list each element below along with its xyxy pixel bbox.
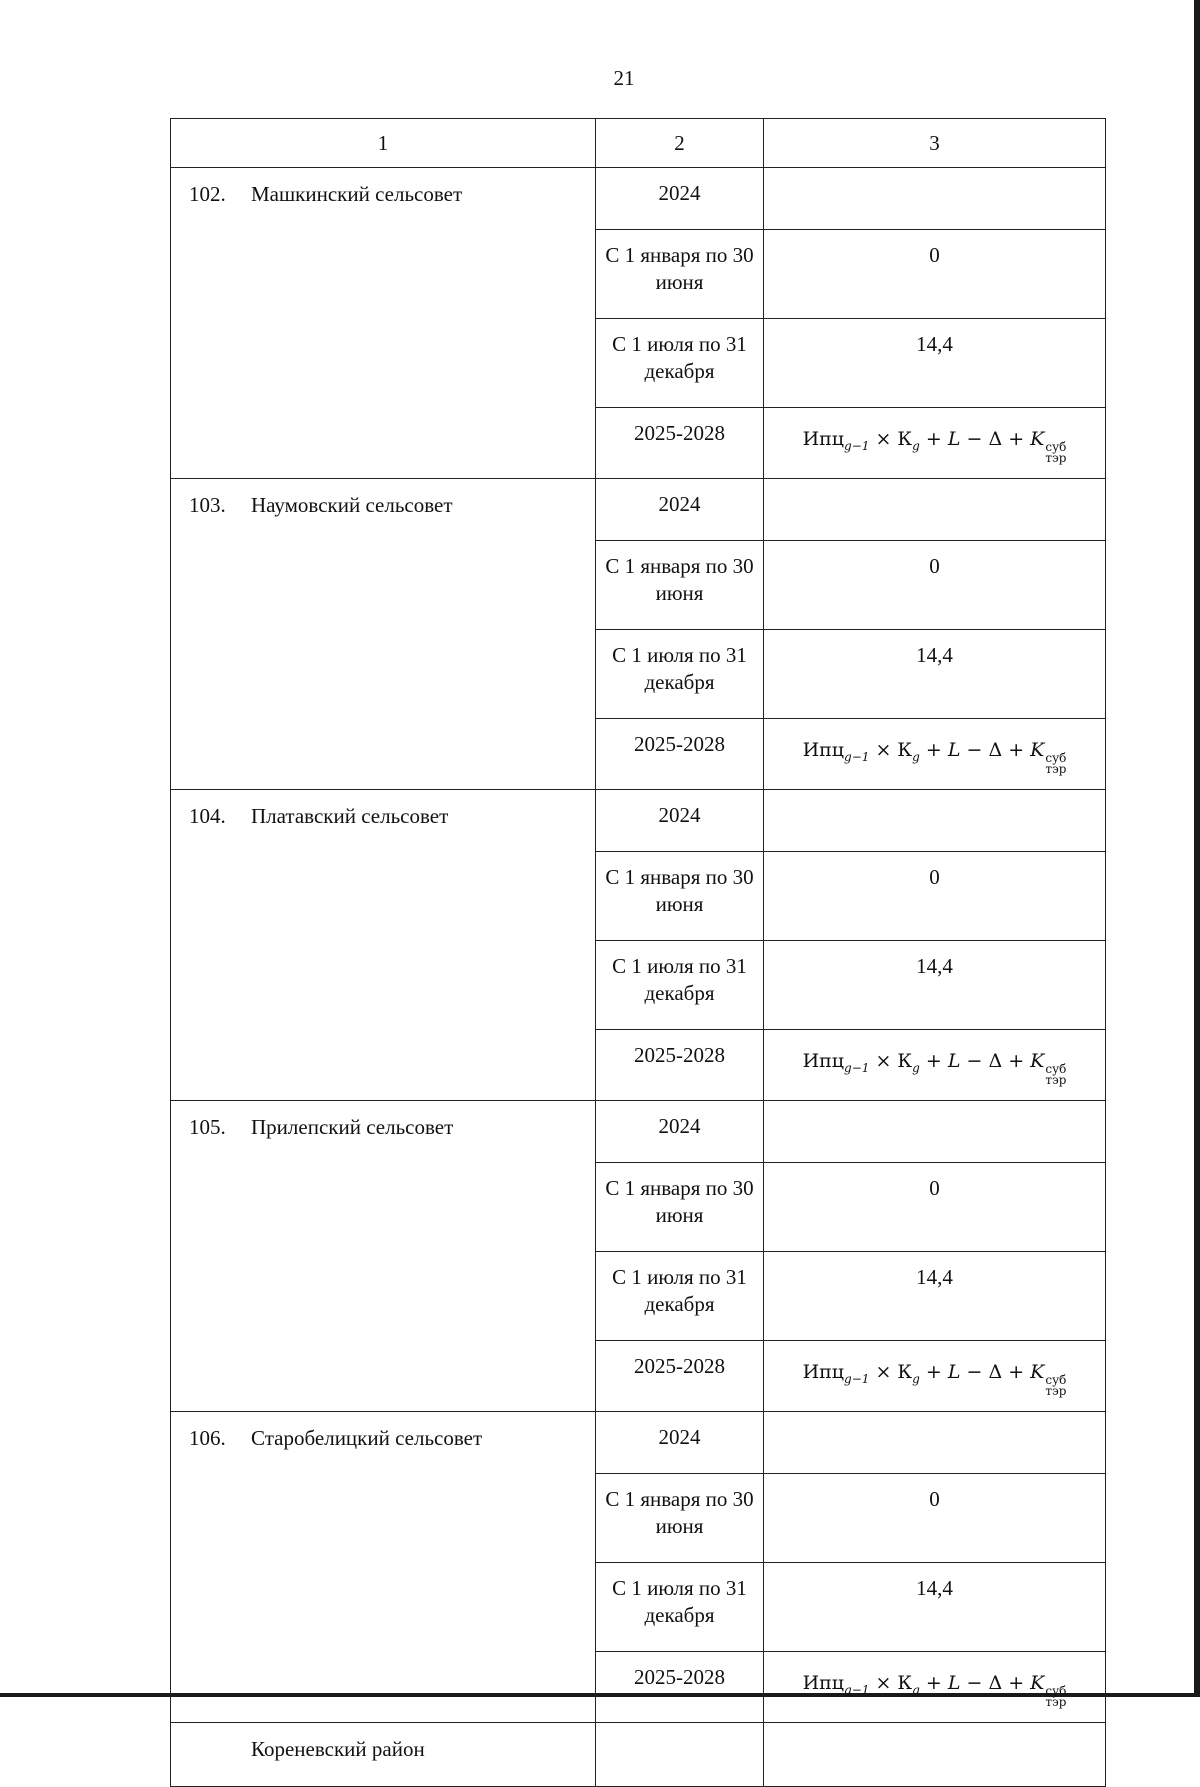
value-cell: 0 xyxy=(764,541,1106,630)
formula-base-subscript: g−1 xyxy=(844,439,870,453)
settlement-name: Старобелицкий сельсовет xyxy=(251,1426,483,1450)
formula-k-subscript: g xyxy=(912,750,920,764)
formula-kter: K xyxy=(1030,1050,1045,1072)
formula xyxy=(803,426,1067,464)
formula-cell xyxy=(764,1341,1106,1412)
formula-plus-2: + xyxy=(1002,1672,1031,1694)
settlement-cell xyxy=(171,1412,596,1723)
formula-l: L xyxy=(947,739,961,761)
period-cell: С 1 января по 30 июня xyxy=(596,541,764,630)
value-cell: 0 xyxy=(764,852,1106,941)
period-cell: 2025-2028 xyxy=(596,1030,764,1101)
formula-minus: − xyxy=(960,1050,989,1072)
scan-edge-right xyxy=(1194,0,1200,1697)
formula-minus: − xyxy=(960,739,989,761)
formula-minus: − xyxy=(960,1672,989,1694)
formula-kter-sup: суб xyxy=(1045,440,1067,454)
table-row xyxy=(171,1101,1106,1163)
formula-cell xyxy=(764,1652,1106,1723)
formula-delta: Δ xyxy=(988,428,1003,450)
formula-cell xyxy=(764,719,1106,790)
period-cell: 2024 xyxy=(596,1412,764,1474)
formula-plus-2: + xyxy=(1002,1050,1031,1072)
table-row xyxy=(171,790,1106,852)
value-cell: 0 xyxy=(764,230,1106,319)
period-cell: 2025-2028 xyxy=(596,408,764,479)
value-cell xyxy=(764,790,1106,852)
formula xyxy=(803,1048,1067,1086)
formula-plus: + xyxy=(919,1050,948,1072)
formula-k-subscript: g xyxy=(912,439,920,453)
period-cell: С 1 января по 30 июня xyxy=(596,1163,764,1252)
empty-cell xyxy=(764,1723,1106,1787)
period-cell: 2025-2028 xyxy=(596,719,764,790)
formula-kter-sup: суб xyxy=(1045,1062,1067,1076)
formula-l: L xyxy=(947,1050,961,1072)
formula-kter-indices xyxy=(1045,442,1066,464)
period-cell: С 1 июля по 31 декабря xyxy=(596,941,764,1030)
formula xyxy=(803,737,1067,775)
district-name: Кореневский район xyxy=(171,1723,596,1787)
formula-kter-indices xyxy=(1045,1686,1066,1708)
page-number: 21 xyxy=(613,66,635,90)
period-cell: 2024 xyxy=(596,790,764,852)
formula-kter-indices xyxy=(1045,1375,1066,1397)
formula-base-subscript: g−1 xyxy=(844,1061,870,1075)
settlement-number: 104. xyxy=(189,804,226,828)
settlement-number: 106. xyxy=(189,1426,226,1450)
period-cell: 2025-2028 xyxy=(596,1652,764,1723)
period-cell: С 1 июля по 31 декабря xyxy=(596,1563,764,1652)
formula-base: Ипц xyxy=(802,739,845,761)
formula-l: L xyxy=(947,1672,961,1694)
settlement-cell xyxy=(171,790,596,1101)
settlement-number: 102. xyxy=(189,182,226,206)
formula-k: К xyxy=(897,1361,913,1383)
value-cell: 0 xyxy=(764,1474,1106,1563)
formula-kter: K xyxy=(1030,428,1045,450)
formula-base-subscript: g−1 xyxy=(844,1372,870,1386)
formula-cell xyxy=(764,408,1106,479)
formula-l: L xyxy=(947,428,961,450)
formula-times: × xyxy=(869,1361,898,1383)
value-cell xyxy=(764,168,1106,230)
period-cell: С 1 июля по 31 декабря xyxy=(596,630,764,719)
formula-times: × xyxy=(869,428,898,450)
formula-l: L xyxy=(947,1361,961,1383)
period-cell: 2025-2028 xyxy=(596,1341,764,1412)
formula-kter-sup: суб xyxy=(1045,751,1067,765)
formula-plus-2: + xyxy=(1002,1361,1031,1383)
formula-k: К xyxy=(897,1672,913,1694)
formula-times: × xyxy=(869,739,898,761)
formula-cell xyxy=(764,1030,1106,1101)
formula-minus: − xyxy=(960,428,989,450)
formula-times: × xyxy=(869,1050,898,1072)
formula xyxy=(803,1359,1067,1397)
formula-plus-2: + xyxy=(1002,739,1031,761)
formula-plus: + xyxy=(919,739,948,761)
formula-k-subscript: g xyxy=(912,1061,920,1075)
settlement-number: 103. xyxy=(189,493,226,517)
value-cell xyxy=(764,1412,1106,1474)
formula-kter-indices xyxy=(1045,1064,1066,1086)
formula-delta: Δ xyxy=(988,1050,1003,1072)
table-row xyxy=(171,1412,1106,1474)
formula-base-subscript: g−1 xyxy=(844,1683,870,1697)
formula-base: Ипц xyxy=(802,1361,845,1383)
formula-kter-sup: суб xyxy=(1045,1684,1067,1698)
settlement-name: Машкинский сельсовет xyxy=(251,182,463,206)
formula-k-subscript: g xyxy=(912,1372,920,1386)
column-header-2: 2 xyxy=(596,119,764,168)
formula-kter-sub: тэр xyxy=(1045,1073,1067,1087)
formula-kter-sup: суб xyxy=(1045,1373,1067,1387)
column-header-3: 3 xyxy=(764,119,1106,168)
formula-kter-indices xyxy=(1045,753,1066,775)
period-cell: С 1 января по 30 июня xyxy=(596,852,764,941)
settlement-name: Прилепский сельсовет xyxy=(251,1115,454,1139)
formula-base: Ипц xyxy=(802,1672,845,1694)
formula-delta: Δ xyxy=(988,1672,1003,1694)
value-cell: 14,4 xyxy=(764,941,1106,1030)
formula-base-subscript: g−1 xyxy=(844,750,870,764)
tariff-table xyxy=(170,118,1106,1787)
period-cell: С 1 января по 30 июня xyxy=(596,1474,764,1563)
value-cell: 14,4 xyxy=(764,1563,1106,1652)
settlement-name: Наумовский сельсовет xyxy=(251,493,453,517)
value-cell xyxy=(764,1101,1106,1163)
value-cell xyxy=(764,479,1106,541)
period-cell: С 1 июля по 31 декабря xyxy=(596,319,764,408)
period-cell: 2024 xyxy=(596,168,764,230)
period-cell: С 1 июля по 31 декабря xyxy=(596,1252,764,1341)
formula-base: Ипц xyxy=(802,1050,845,1072)
formula-k: К xyxy=(897,1050,913,1072)
formula-plus: + xyxy=(919,1361,948,1383)
formula-kter-sub: тэр xyxy=(1045,762,1067,776)
settlement-cell xyxy=(171,479,596,790)
table-body xyxy=(171,119,1106,1787)
formula-k: К xyxy=(897,428,913,450)
settlement-cell xyxy=(171,168,596,479)
district-row xyxy=(171,1723,1106,1787)
formula-k-subscript: g xyxy=(912,1683,920,1697)
formula-delta: Δ xyxy=(988,739,1003,761)
formula-base: Ипц xyxy=(802,428,845,450)
formula-plus: + xyxy=(919,428,948,450)
formula-kter: K xyxy=(1030,1672,1045,1694)
formula-kter-sub: тэр xyxy=(1045,451,1067,465)
settlement-cell xyxy=(171,1101,596,1412)
table-row xyxy=(171,168,1106,230)
period-cell: 2024 xyxy=(596,479,764,541)
settlement-name: Платавский сельсовет xyxy=(251,804,449,828)
formula-kter-sub: тэр xyxy=(1045,1384,1067,1398)
header-row xyxy=(171,119,1106,168)
formula-kter-sub: тэр xyxy=(1045,1695,1067,1709)
formula-minus: − xyxy=(960,1361,989,1383)
value-cell: 14,4 xyxy=(764,1252,1106,1341)
period-cell: 2024 xyxy=(596,1101,764,1163)
empty-cell xyxy=(596,1723,764,1787)
formula-plus-2: + xyxy=(1002,428,1031,450)
formula-kter: K xyxy=(1030,1361,1045,1383)
value-cell: 14,4 xyxy=(764,630,1106,719)
formula xyxy=(803,1670,1067,1708)
value-cell: 14,4 xyxy=(764,319,1106,408)
formula-plus: + xyxy=(919,1672,948,1694)
settlement-number: 105. xyxy=(189,1115,226,1139)
column-header-1: 1 xyxy=(171,119,596,168)
table-row xyxy=(171,479,1106,541)
value-cell: 0 xyxy=(764,1163,1106,1252)
formula-kter: K xyxy=(1030,739,1045,761)
formula-k: К xyxy=(897,739,913,761)
period-cell: С 1 января по 30 июня xyxy=(596,230,764,319)
formula-times: × xyxy=(869,1672,898,1694)
formula-delta: Δ xyxy=(988,1361,1003,1383)
